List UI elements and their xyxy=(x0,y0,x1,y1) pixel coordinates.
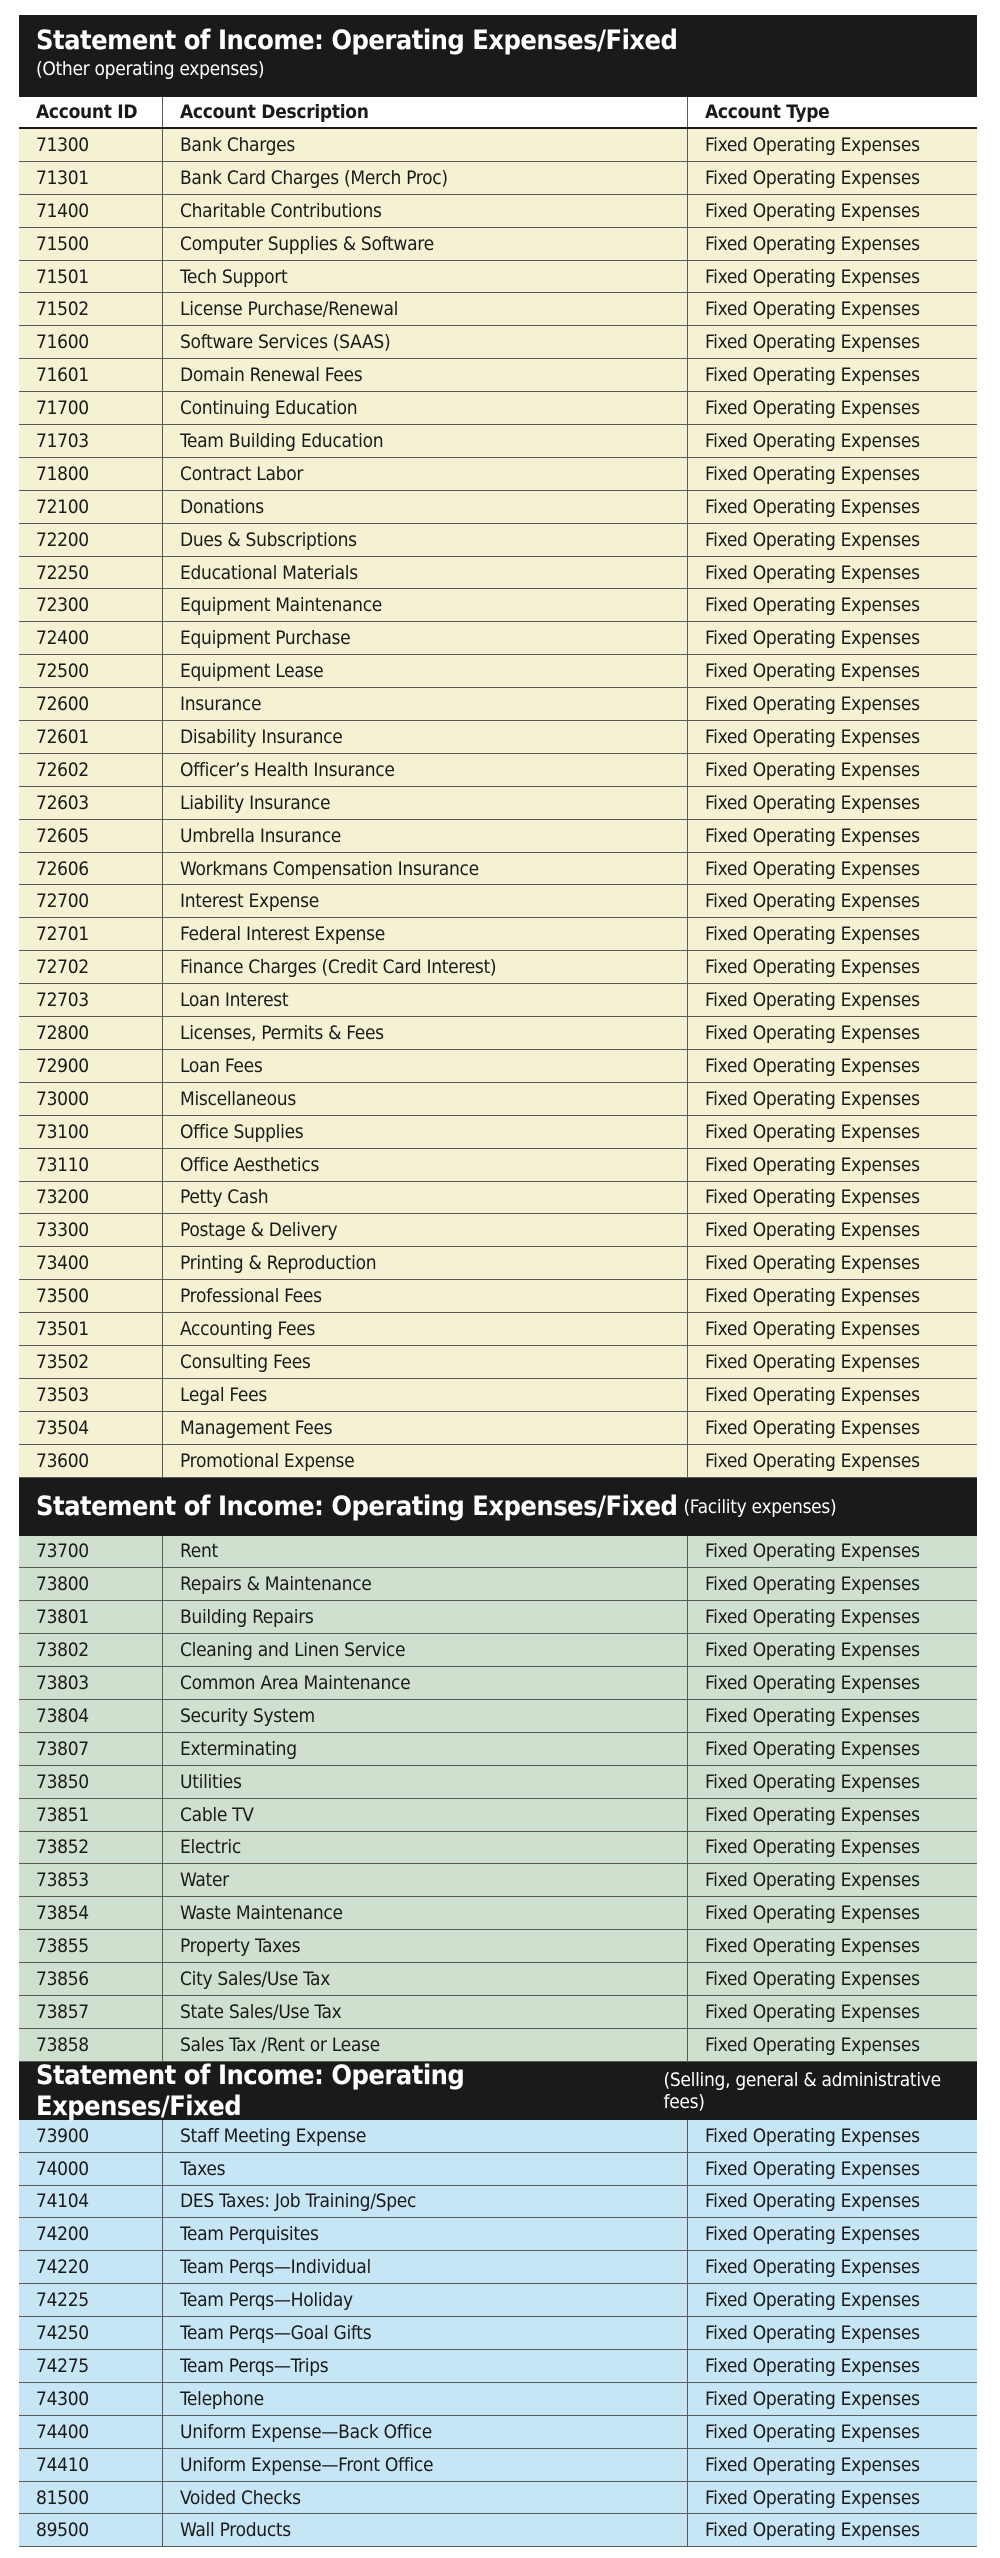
account-id-cell: 71500 xyxy=(19,228,163,260)
account-type-cell: Fixed Operating Expenses xyxy=(705,1153,920,1176)
table-row xyxy=(19,1379,977,1412)
account-type-cell: Fixed Operating Expenses xyxy=(705,2223,920,2246)
account-id-cell: 73850 xyxy=(19,1766,163,1798)
account-type-cell: Fixed Operating Expenses xyxy=(705,956,920,979)
account-type-cell: Fixed Operating Expenses xyxy=(705,1770,920,1793)
account-type-cell: Fixed Operating Expenses xyxy=(705,1350,920,1373)
account-description-cell: Property Taxes xyxy=(163,1930,688,1962)
table-row xyxy=(19,1182,977,1215)
account-type-cell: Fixed Operating Expenses xyxy=(705,660,920,683)
table-row xyxy=(19,1536,977,1569)
account-id-cell: 72602 xyxy=(19,754,163,786)
account-type-cell: Fixed Operating Expenses xyxy=(705,890,920,913)
account-type-cell: Fixed Operating Expenses xyxy=(705,2190,920,2213)
account-id-cell: 71400 xyxy=(19,195,163,227)
account-type-cell: Fixed Operating Expenses xyxy=(705,2519,920,2542)
account-id-cell: 73855 xyxy=(19,1930,163,1962)
account-type-cell: Fixed Operating Expenses xyxy=(705,1021,920,1044)
table-row xyxy=(19,1832,977,1865)
account-type-cell: Fixed Operating Expenses xyxy=(705,1540,920,1563)
account-type-cell: Fixed Operating Expenses xyxy=(705,364,920,387)
account-description-cell: Tech Support xyxy=(163,261,688,293)
account-description-cell: Team Perquisites xyxy=(163,2218,688,2250)
table-row xyxy=(19,2186,977,2219)
account-type-cell: Fixed Operating Expenses xyxy=(705,199,920,222)
account-id-cell: 74000 xyxy=(19,2153,163,2185)
account-type-cell: Fixed Operating Expenses xyxy=(705,2354,920,2377)
column-header-account-description: Account Description xyxy=(163,97,688,127)
account-id-cell: 72500 xyxy=(19,655,163,687)
account-type-cell: Fixed Operating Expenses xyxy=(705,1252,920,1275)
account-type-cell: Fixed Operating Expenses xyxy=(705,232,920,255)
account-description-cell: Contract Labor xyxy=(163,458,688,490)
account-description-cell: Promotional Expense xyxy=(163,1445,688,1477)
account-description-cell: Bank Card Charges (Merch Proc) xyxy=(163,162,688,194)
account-type-cell: Fixed Operating Expenses xyxy=(705,1186,920,1209)
account-id-cell: 72100 xyxy=(19,491,163,523)
account-id-cell: 72250 xyxy=(19,557,163,589)
account-description-cell: Uniform Expense—Front Office xyxy=(163,2449,688,2481)
account-description-cell: Taxes xyxy=(163,2153,688,2185)
account-description-cell: Office Supplies xyxy=(163,1116,688,1148)
account-type-cell: Fixed Operating Expenses xyxy=(705,923,920,946)
account-id-cell: 73502 xyxy=(19,1346,163,1378)
table-row xyxy=(19,1667,977,1700)
account-type-cell: Fixed Operating Expenses xyxy=(705,265,920,288)
account-id-cell: 71600 xyxy=(19,326,163,358)
account-id-cell: 73802 xyxy=(19,1634,163,1666)
account-type-cell: Fixed Operating Expenses xyxy=(705,166,920,189)
table-row xyxy=(19,129,977,162)
account-type-cell: Fixed Operating Expenses xyxy=(705,791,920,814)
account-description-cell: Donations xyxy=(163,491,688,523)
account-description-cell: Water xyxy=(163,1864,688,1896)
account-id-cell: 74220 xyxy=(19,2251,163,2283)
account-id-cell: 73600 xyxy=(19,1445,163,1477)
table-row xyxy=(19,1149,977,1182)
account-description-cell: Software Services (SAAS) xyxy=(163,326,688,358)
table-row xyxy=(19,951,977,984)
account-description-cell: License Purchase/Renewal xyxy=(163,293,688,325)
account-type-cell: Fixed Operating Expenses xyxy=(705,528,920,551)
table-row xyxy=(19,589,977,622)
table-row xyxy=(19,1897,977,1930)
table-row xyxy=(19,392,977,425)
account-id-cell: 73853 xyxy=(19,1864,163,1896)
account-description-cell: Accounting Fees xyxy=(163,1313,688,1345)
table-row xyxy=(19,754,977,787)
table-row xyxy=(19,2218,977,2251)
account-id-cell: 72200 xyxy=(19,524,163,556)
table-row xyxy=(19,425,977,458)
table-row xyxy=(19,1799,977,1832)
account-id-cell: 74410 xyxy=(19,2449,163,2481)
account-type-cell: Fixed Operating Expenses xyxy=(705,1704,920,1727)
account-type-cell: Fixed Operating Expenses xyxy=(705,594,920,617)
account-type-cell: Fixed Operating Expenses xyxy=(705,2387,920,2410)
table-row xyxy=(19,787,977,820)
account-id-cell: 73858 xyxy=(19,2029,163,2061)
table-row xyxy=(19,1346,977,1379)
table-row xyxy=(19,2153,977,2186)
account-type-cell: Fixed Operating Expenses xyxy=(705,2486,920,2509)
account-type-cell: Fixed Operating Expenses xyxy=(705,1573,920,1596)
account-type-cell: Fixed Operating Expenses xyxy=(705,693,920,716)
table-row xyxy=(19,293,977,326)
account-id-cell: 71700 xyxy=(19,392,163,424)
account-id-cell: 81500 xyxy=(19,2482,163,2514)
account-description-cell: Rent xyxy=(163,1536,688,1568)
account-description-cell: Postage & Delivery xyxy=(163,1214,688,1246)
account-description-cell: Telephone xyxy=(163,2383,688,2415)
account-id-cell: 72603 xyxy=(19,787,163,819)
table-row xyxy=(19,326,977,359)
account-id-cell: 73857 xyxy=(19,1996,163,2028)
section-title: Statement of Income: Operating Expenses/Fixed xyxy=(36,1491,678,1523)
account-id-cell: 72601 xyxy=(19,721,163,753)
account-type-cell: Fixed Operating Expenses xyxy=(705,1318,920,1340)
account-type-cell: Fixed Operating Expenses xyxy=(705,1383,920,1406)
account-id-cell: 72600 xyxy=(19,688,163,720)
account-id-cell: 71301 xyxy=(19,162,163,194)
account-id-cell: 73800 xyxy=(19,1568,163,1600)
account-description-cell: Federal Interest Expense xyxy=(163,918,688,950)
section-header-sga xyxy=(19,2059,977,2122)
account-id-cell: 73501 xyxy=(19,1313,163,1345)
account-table xyxy=(19,15,977,2547)
table-row xyxy=(19,2029,977,2062)
account-type-cell: Fixed Operating Expenses xyxy=(705,298,920,321)
account-type-cell: Fixed Operating Expenses xyxy=(705,2124,920,2147)
account-description-cell: Workmans Compensation Insurance xyxy=(163,853,688,885)
table-row xyxy=(19,1634,977,1667)
account-description-cell: Equipment Purchase xyxy=(163,622,688,654)
account-id-cell: 72701 xyxy=(19,918,163,950)
account-id-cell: 71502 xyxy=(19,293,163,325)
account-id-cell: 73504 xyxy=(19,1412,163,1444)
account-description-cell: Professional Fees xyxy=(163,1280,688,1312)
table-row xyxy=(19,820,977,853)
table-row xyxy=(19,2284,977,2317)
account-description-cell: Team Perqs—Holiday xyxy=(163,2284,688,2316)
account-description-cell: Legal Fees xyxy=(163,1379,688,1411)
table-row xyxy=(19,984,977,1017)
account-description-cell: Charitable Contributions xyxy=(163,195,688,227)
table-row xyxy=(19,1930,977,1963)
account-description-cell: Consulting Fees xyxy=(163,1346,688,1378)
account-id-cell: 73900 xyxy=(19,2120,163,2152)
account-description-cell: Equipment Lease xyxy=(163,655,688,687)
account-type-cell: Fixed Operating Expenses xyxy=(705,1836,920,1859)
account-type-cell: Fixed Operating Expenses xyxy=(705,989,920,1012)
account-description-cell: Licenses, Permits & Fees xyxy=(163,1017,688,1049)
account-description-cell: Utilities xyxy=(163,1766,688,1798)
account-description-cell: Interest Expense xyxy=(163,885,688,917)
section-subtitle: (Other operating expenses) xyxy=(36,58,265,80)
account-description-cell: Disability Insurance xyxy=(163,721,688,753)
table-row xyxy=(19,491,977,524)
account-id-cell: 73000 xyxy=(19,1083,163,1115)
account-description-cell: Domain Renewal Fees xyxy=(163,359,688,391)
account-description-cell: Printing & Reproduction xyxy=(163,1247,688,1279)
table-row xyxy=(19,1017,977,1050)
account-type-cell: Fixed Operating Expenses xyxy=(705,2157,920,2180)
table-row xyxy=(19,557,977,590)
account-description-cell: Liability Insurance xyxy=(163,787,688,819)
account-type-cell: Fixed Operating Expenses xyxy=(705,1737,920,1760)
account-id-cell: 74250 xyxy=(19,2317,163,2349)
account-type-cell: Fixed Operating Expenses xyxy=(705,1639,920,1662)
table-row xyxy=(19,1568,977,1601)
account-description-cell: Loan Fees xyxy=(163,1050,688,1082)
table-row xyxy=(19,1412,977,1445)
account-type-cell: Fixed Operating Expenses xyxy=(705,1054,920,1077)
account-description-cell: State Sales/Use Tax xyxy=(163,1996,688,2028)
account-id-cell: 71601 xyxy=(19,359,163,391)
table-row xyxy=(19,885,977,918)
section-header-other-operating xyxy=(19,15,977,97)
account-type-cell: Fixed Operating Expenses xyxy=(705,1902,920,1925)
table-row xyxy=(19,622,977,655)
account-description-cell: Sales Tax /Rent or Lease xyxy=(163,2029,688,2061)
account-id-cell: 72700 xyxy=(19,885,163,917)
column-header-row xyxy=(19,97,977,129)
column-header-account-id: Account ID xyxy=(19,97,163,127)
account-type-cell: Fixed Operating Expenses xyxy=(705,2256,920,2279)
account-description-cell: Umbrella Insurance xyxy=(163,820,688,852)
account-description-cell: Electric xyxy=(163,1832,688,1864)
account-id-cell: 71703 xyxy=(19,425,163,457)
account-description-cell: Petty Cash xyxy=(163,1182,688,1214)
account-id-cell: 72605 xyxy=(19,820,163,852)
account-id-cell: 73503 xyxy=(19,1379,163,1411)
account-id-cell: 73400 xyxy=(19,1247,163,1279)
account-type-cell: Fixed Operating Expenses xyxy=(705,462,920,485)
account-type-cell: Fixed Operating Expenses xyxy=(705,857,920,880)
table-row xyxy=(19,1313,977,1346)
account-description-cell: Staff Meeting Expense xyxy=(163,2120,688,2152)
account-id-cell: 74275 xyxy=(19,2350,163,2382)
account-type-cell: Fixed Operating Expenses xyxy=(705,1935,920,1958)
account-description-cell: Security System xyxy=(163,1700,688,1732)
account-description-cell: Insurance xyxy=(163,688,688,720)
table-row xyxy=(19,1050,977,1083)
account-id-cell: 71300 xyxy=(19,129,163,161)
table-row xyxy=(19,2383,977,2416)
account-id-cell: 73200 xyxy=(19,1182,163,1214)
table-row xyxy=(19,1445,977,1478)
account-id-cell: 74104 xyxy=(19,2186,163,2218)
account-type-cell: Fixed Operating Expenses xyxy=(705,331,920,354)
account-description-cell: Wall Products xyxy=(163,2514,688,2546)
table-row xyxy=(19,1280,977,1313)
section-rows-sga xyxy=(19,2120,977,2548)
table-row xyxy=(19,195,977,228)
account-id-cell: 71501 xyxy=(19,261,163,293)
account-id-cell: 89500 xyxy=(19,2514,163,2546)
account-id-cell: 74400 xyxy=(19,2416,163,2448)
account-description-cell: Finance Charges (Credit Card Interest) xyxy=(163,951,688,983)
table-row xyxy=(19,261,977,294)
account-description-cell: Cleaning and Linen Service xyxy=(163,1634,688,1666)
table-row xyxy=(19,1601,977,1634)
table-row xyxy=(19,1766,977,1799)
account-id-cell: 73804 xyxy=(19,1700,163,1732)
account-type-cell: Fixed Operating Expenses xyxy=(705,1219,920,1242)
account-id-cell: 73854 xyxy=(19,1897,163,1929)
account-type-cell: Fixed Operating Expenses xyxy=(705,2322,920,2345)
account-description-cell: Equipment Maintenance xyxy=(163,589,688,621)
account-description-cell: Cable TV xyxy=(163,1799,688,1831)
account-description-cell: Miscellaneous xyxy=(163,1083,688,1115)
account-type-cell: Fixed Operating Expenses xyxy=(705,495,920,518)
account-type-cell: Fixed Operating Expenses xyxy=(705,133,920,156)
table-row xyxy=(19,2449,977,2482)
account-type-cell: Fixed Operating Expenses xyxy=(705,2289,920,2312)
account-type-cell: Fixed Operating Expenses xyxy=(705,397,920,420)
account-id-cell: 74300 xyxy=(19,2383,163,2415)
account-description-cell: Building Repairs xyxy=(163,1601,688,1633)
account-type-cell: Fixed Operating Expenses xyxy=(705,1968,920,1991)
section-header-facility xyxy=(19,1478,977,1536)
account-id-cell: 72900 xyxy=(19,1050,163,1082)
table-row xyxy=(19,853,977,886)
account-id-cell: 73500 xyxy=(19,1280,163,1312)
table-row xyxy=(19,1116,977,1149)
table-row xyxy=(19,1996,977,2029)
account-id-cell: 72800 xyxy=(19,1017,163,1049)
account-type-cell: Fixed Operating Expenses xyxy=(705,2453,920,2476)
account-description-cell: Office Aesthetics xyxy=(163,1149,688,1181)
account-type-cell: Fixed Operating Expenses xyxy=(705,1416,920,1439)
account-type-cell: Fixed Operating Expenses xyxy=(705,1803,920,1826)
account-id-cell: 73807 xyxy=(19,1733,163,1765)
section-subtitle: (Facility expenses) xyxy=(683,1495,837,1518)
table-row xyxy=(19,721,977,754)
table-row xyxy=(19,2120,977,2153)
account-id-cell: 73852 xyxy=(19,1832,163,1864)
account-id-cell: 72606 xyxy=(19,853,163,885)
account-id-cell: 72300 xyxy=(19,589,163,621)
account-id-cell: 73700 xyxy=(19,1536,163,1568)
table-row xyxy=(19,1864,977,1897)
column-header-account-type: Account Type xyxy=(705,101,830,123)
account-id-cell: 73803 xyxy=(19,1667,163,1699)
table-row xyxy=(19,918,977,951)
account-type-cell: Fixed Operating Expenses xyxy=(705,1672,920,1695)
table-row xyxy=(19,1733,977,1766)
table-row xyxy=(19,228,977,261)
account-id-cell: 72703 xyxy=(19,984,163,1016)
account-type-cell: Fixed Operating Expenses xyxy=(705,627,920,650)
account-description-cell: Exterminating xyxy=(163,1733,688,1765)
account-description-cell: Team Perqs—Trips xyxy=(163,2350,688,2382)
account-type-cell: Fixed Operating Expenses xyxy=(705,1449,920,1472)
account-description-cell: Waste Maintenance xyxy=(163,1897,688,1929)
section-title: Statement of Income: Operating Expenses/Fixed xyxy=(36,25,678,56)
account-type-cell: Fixed Operating Expenses xyxy=(705,2000,920,2023)
account-id-cell: 72702 xyxy=(19,951,163,983)
account-id-cell: 73100 xyxy=(19,1116,163,1148)
table-row xyxy=(19,688,977,721)
table-row xyxy=(19,458,977,491)
account-description-cell: Educational Materials xyxy=(163,557,688,589)
table-row xyxy=(19,359,977,392)
account-type-cell: Fixed Operating Expenses xyxy=(705,824,920,847)
account-id-cell: 73110 xyxy=(19,1149,163,1181)
table-row xyxy=(19,655,977,688)
section-rows-facility xyxy=(19,1536,977,2062)
account-description-cell: City Sales/Use Tax xyxy=(163,1963,688,1995)
account-id-cell: 73801 xyxy=(19,1601,163,1633)
account-description-cell: Dues & Subscriptions xyxy=(163,524,688,556)
account-description-cell: Computer Supplies & Software xyxy=(163,228,688,260)
account-type-cell: Fixed Operating Expenses xyxy=(705,1087,920,1110)
account-type-cell: Fixed Operating Expenses xyxy=(705,1285,920,1308)
account-id-cell: 74200 xyxy=(19,2218,163,2250)
section-title: Statement of Income: Operating Expenses/Fixed xyxy=(36,2059,465,2122)
table-row xyxy=(19,2514,977,2547)
account-type-cell: Fixed Operating Expenses xyxy=(705,561,920,584)
account-description-cell: Management Fees xyxy=(163,1412,688,1444)
account-description-cell: Voided Checks xyxy=(163,2482,688,2514)
account-description-cell: Common Area Maintenance xyxy=(163,1667,688,1699)
account-type-cell: Fixed Operating Expenses xyxy=(705,1869,920,1892)
table-row xyxy=(19,1214,977,1247)
table-row xyxy=(19,2482,977,2515)
account-type-cell: Fixed Operating Expenses xyxy=(705,429,920,452)
account-id-cell: 73856 xyxy=(19,1963,163,1995)
account-id-cell: 73851 xyxy=(19,1799,163,1831)
account-description-cell: Continuing Education xyxy=(163,392,688,424)
table-row xyxy=(19,1083,977,1116)
account-description-cell: Team Perqs—Individual xyxy=(163,2251,688,2283)
section-subtitle: (Selling, general & administrative fees) xyxy=(663,2068,941,2113)
table-row xyxy=(19,1247,977,1280)
account-description-cell: Uniform Expense—Back Office xyxy=(163,2416,688,2448)
table-row xyxy=(19,1700,977,1733)
account-description-cell: Loan Interest xyxy=(163,984,688,1016)
account-type-cell: Fixed Operating Expenses xyxy=(705,758,920,781)
account-type-cell: Fixed Operating Expenses xyxy=(705,2420,920,2443)
account-description-cell: Officer’s Health Insurance xyxy=(163,754,688,786)
account-description-cell: Bank Charges xyxy=(163,129,688,161)
account-id-cell: 72400 xyxy=(19,622,163,654)
account-type-cell: Fixed Operating Expenses xyxy=(705,1120,920,1143)
account-description-cell: Repairs & Maintenance xyxy=(163,1568,688,1600)
account-type-cell: Fixed Operating Expenses xyxy=(705,2033,920,2056)
account-type-cell: Fixed Operating Expenses xyxy=(705,725,920,748)
table-row xyxy=(19,1963,977,1996)
table-row xyxy=(19,2350,977,2383)
table-row xyxy=(19,2251,977,2284)
account-description-cell: Team Building Education xyxy=(163,425,688,457)
table-row xyxy=(19,162,977,195)
section-rows-other-operating xyxy=(19,129,977,1478)
account-description-cell: Team Perqs—Goal Gifts xyxy=(163,2317,688,2349)
table-row xyxy=(19,2416,977,2449)
account-id-cell: 71800 xyxy=(19,458,163,490)
account-id-cell: 74225 xyxy=(19,2284,163,2316)
account-id-cell: 73300 xyxy=(19,1214,163,1246)
table-row xyxy=(19,2317,977,2350)
table-row xyxy=(19,524,977,557)
account-type-cell: Fixed Operating Expenses xyxy=(705,1606,920,1629)
account-description-cell: DES Taxes: Job Training/Spec xyxy=(163,2186,688,2218)
